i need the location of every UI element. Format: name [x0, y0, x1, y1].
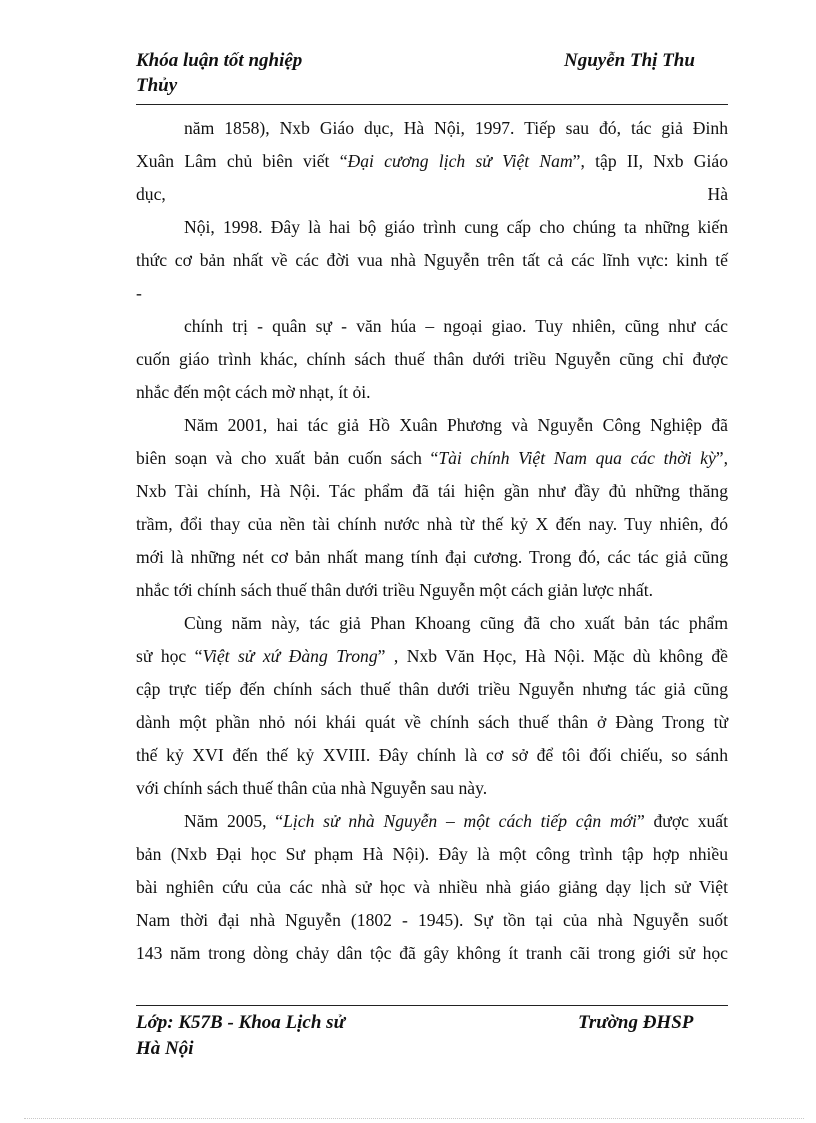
footer-university: Trường ĐHSP [578, 1012, 694, 1033]
body-line: Nxb Tài chính, Hà Nội. Tác phẩm đã tái hiện gần như đầy đủ những thăng [136, 481, 728, 501]
book-title-lich-su: Lịch sử nhà Nguyễn – một cách tiếp cận mới [283, 811, 637, 831]
body-line: bài nghiên cứu của các nhà sử học và nhiều nhà giáo giảng dạy lịch sử Việt [136, 877, 728, 897]
header-author-name-continued: Thủy [136, 75, 178, 96]
body-line: Cùng năm này, tác giả Phan Khoang cũng đã cho xuất bản tác phẩm [184, 613, 728, 633]
body-line: mới là những nét cơ bản nhất mang tính đại cương. Trong đó, các tác giả cũng [136, 547, 728, 567]
book-title-tai-chinh: Tài chính Việt Nam qua các thời kỳ [438, 448, 716, 468]
header-author-name: Nguyễn Thị Thu [564, 50, 695, 71]
body-line: Năm 2001, hai tác giả Hồ Xuân Phương và Nguyễn Công Nghiệp đã [184, 415, 728, 435]
body-line: Nội, 1998. Đây là hai bộ giáo trình cung cấp cho chúng ta những kiến [184, 217, 728, 237]
body-line: biên soạn và cho xuất bản cuốn sách “Tài chính Việt Nam qua các thời kỳ”, [136, 448, 728, 468]
body-line: cập trực tiếp đến chính sách thuế thân dưới triều Nguyễn nhưng tác giả cũng [136, 679, 728, 699]
body-line: với chính sách thuế thân của nhà Nguyễn sau này. [136, 778, 488, 798]
body-line: dục, Hà [136, 184, 728, 204]
body-line: cuốn giáo trình khác, chính sách thuế thân dưới triều Nguyễn cũng chỉ được [136, 349, 728, 369]
book-title-viet-su: Việt sử xứ Đàng Trong [202, 646, 378, 666]
footer-university-continued: Hà Nội [136, 1038, 194, 1059]
body-line: năm 1858), Nxb Giáo dục, Hà Nội, 1997. Tiếp sau đó, tác giả Đinh [184, 118, 728, 138]
body-line: bản (Nxb Đại học Sư phạm Hà Nội). Đây là một công trình tập hợp nhiều [136, 844, 728, 864]
body-line: nhắc đến một cách mờ nhạt, ít ỏi. [136, 382, 371, 402]
page-footer [136, 1005, 728, 1066]
body-line: nhắc tới chính sách thuế thân dưới triều Nguyễn một cách giản lược nhất. [136, 580, 653, 600]
body-line: chính trị - quân sự - văn húa – ngoại giao. Tuy nhiên, cũng như các [184, 316, 728, 336]
body-line: trầm, đổi thay của nền tài chính nước nhà từ thế kỷ X đến nay. Tuy nhiên, đó [136, 514, 728, 534]
body-line: thức cơ bản nhất về các đời vua nhà Nguyễn trên tất cả các lĩnh vực: kinh tế [136, 250, 728, 270]
footer-class-faculty: Lớp: K57B - Khoa Lịch sử [136, 1012, 345, 1033]
body-line: Xuân Lâm chủ biên viết “Đại cương lịch sử Việt Nam”, tập II, Nxb Giáo [136, 151, 728, 171]
book-title-dai-cuong: Đại cương lịch sử Việt Nam [347, 151, 573, 171]
page-bottom-divider [24, 1118, 804, 1119]
body-line: 143 năm trong dòng chảy dân tộc đã gây không ít tranh cãi trong giới sử học [136, 943, 728, 963]
body-line: Năm 2005, “Lịch sử nhà Nguyễn – một cách tiếp cận mới” được xuất [184, 811, 728, 831]
body-line: thế kỷ XVI đến thế kỷ XVIII. Đây chính là cơ sở để tôi đối chiếu, so sánh [136, 745, 728, 765]
body-line: dành một phần nhỏ nói khái quát về chính sách thuế thân ở Đàng Trong từ [136, 712, 728, 732]
body-line: sử học “Việt sử xứ Đàng Trong” , Nxb Văn Học, Hà Nội. Mặc dù không đề [136, 646, 728, 666]
page-header [136, 48, 728, 105]
header-thesis-title: Khóa luận tốt nghiệp [136, 50, 303, 71]
body-line: Nam thời đại nhà Nguyễn (1802 - 1945). Sự tồn tại của nhà Nguyễn suốt [136, 910, 728, 930]
body-line: - [136, 283, 142, 303]
